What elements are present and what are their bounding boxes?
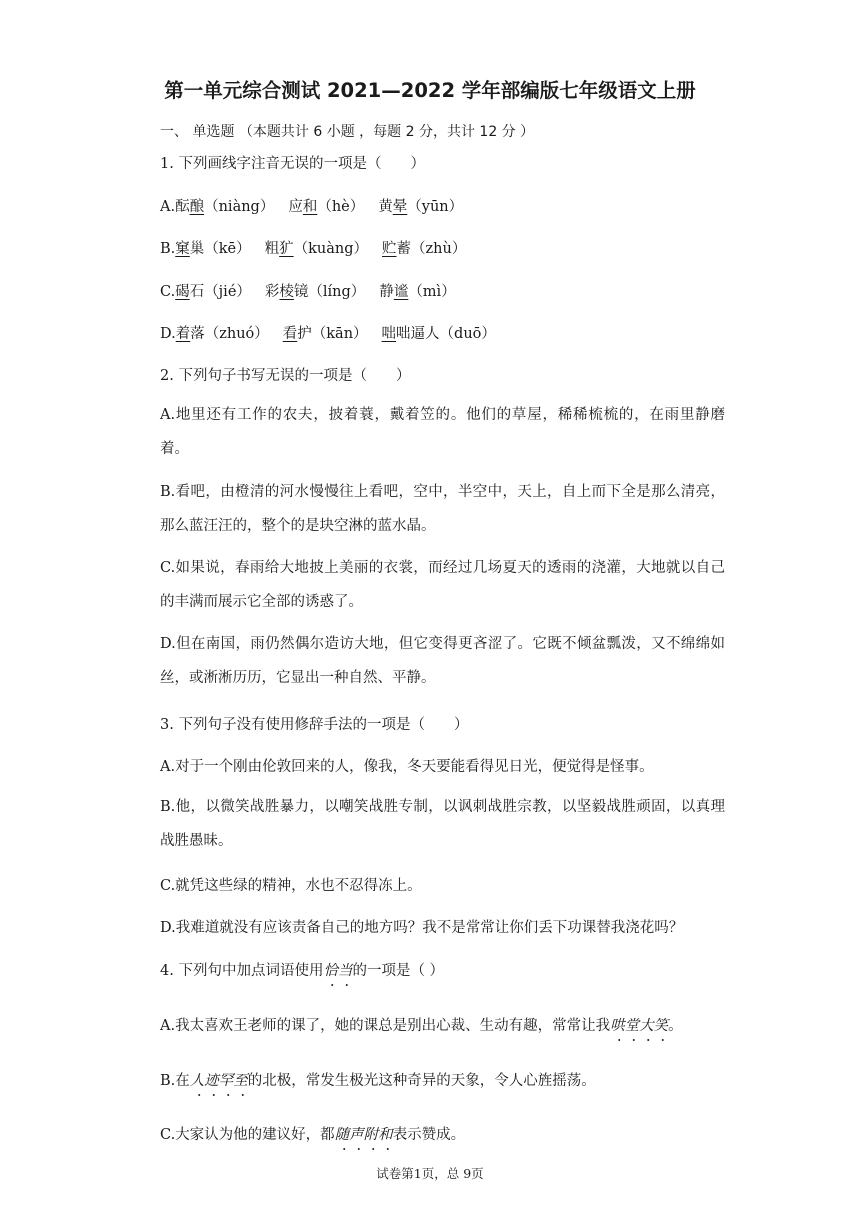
question-3-option-a: A.对于一个刚由伦敦回来的人，像我，冬天要能看得见日光，便觉得是怪事。 [160, 759, 654, 775]
question-1-stem: 1. 下列画线字注音无误的一项是（ ） [160, 156, 425, 172]
question-1-option-d: D.着落（zhuó） 看护（kān） 咄咄逼人（duō） [160, 326, 496, 342]
question-3-option-d: D.我难道就没有应该责备自己的地方吗？我不是常常让你们丢下功课替我浇花吗？ [160, 920, 684, 936]
question-4-option-b: B.在人迹罕至的北极，常发生极光这种奇异的天象，令人心旌摇荡。 [160, 1073, 596, 1089]
question-1-option-c: C.碣石（jié） 彩棱镜（líng） 静谧（mì） [160, 284, 456, 300]
section-heading: 一、 单选题 （本题共计 6 小题 ，每题 2 分，共计 12 分 ） [160, 124, 535, 140]
dotted-emphasis: 哄堂大笑 [610, 1018, 669, 1034]
question-4-stem: 4. 下列句中加点词语使用恰当的一项是（ ） [160, 963, 445, 979]
page-footer: 试卷第1页，总 9页 [376, 1166, 484, 1181]
dotted-emphasis: 人迹罕至 [189, 1073, 248, 1089]
question-2-option-c: C.如果说，春雨给大地披上美丽的衣裳，而经过几场夏天的透雨的浇灌，大地就以自己的丰满而展示它全部的诱惑了。 [160, 560, 725, 610]
question-2-option-a: A.地里还有工作的农夫，披着蓑，戴着笠的。他们的草屋，稀稀梳梳的，在雨里静磨着。 [160, 407, 725, 457]
dotted-emphasis: 随声附和 [334, 1127, 393, 1143]
question-2-stem: 2. 下列句子书写无误的一项是（ ） [160, 368, 411, 384]
page-title: 第一单元综合测试 2021—2022 学年部编版七年级语文上册 [164, 79, 696, 102]
question-3-option-c: C.就凭这些绿的精神，水也不忍得冻上。 [160, 878, 422, 894]
question-2-option-d: D.但在南国，雨仍然偶尔造访大地，但它变得更吝涩了。它既不倾盆瓢泼，又不绵绵如丝，或淅淅历历，它显出一种自然、平静。 [160, 636, 725, 686]
question-1-option-a: A.酝酿（niàng） 应和（hè） 黄晕（yūn） [160, 199, 464, 215]
question-3-stem: 3. 下列句子没有使用修辞手法的一项是（ ） [160, 717, 469, 733]
question-1-option-b: B.窠巢（kē） 粗犷（kuàng） 贮蓄（zhù） [160, 241, 467, 257]
question-2-option-b: B.看吧，由橙清的河水慢慢往上看吧，空中，半空中，天上，自上而下全是那么清亮，那么蓝汪汪的，整个的是块空淋的蓝水晶。 [160, 484, 725, 534]
question-4-option-c: C.大家认为他的建议好，都随声附和表示赞成。 [160, 1127, 466, 1143]
question-4-option-a: A.我太喜欢王老师的课了，她的课总是别出心裁、生动有趣，常常让我哄堂大笑。 [160, 1018, 683, 1034]
question-3-option-b: B.他，以微笑战胜暴力，以嘲笑战胜专制，以讽刺战胜宗教，以坚毅战胜顽固，以真理战胜愚昧。 [160, 799, 725, 849]
dotted-emphasis: 恰当 [323, 963, 353, 979]
